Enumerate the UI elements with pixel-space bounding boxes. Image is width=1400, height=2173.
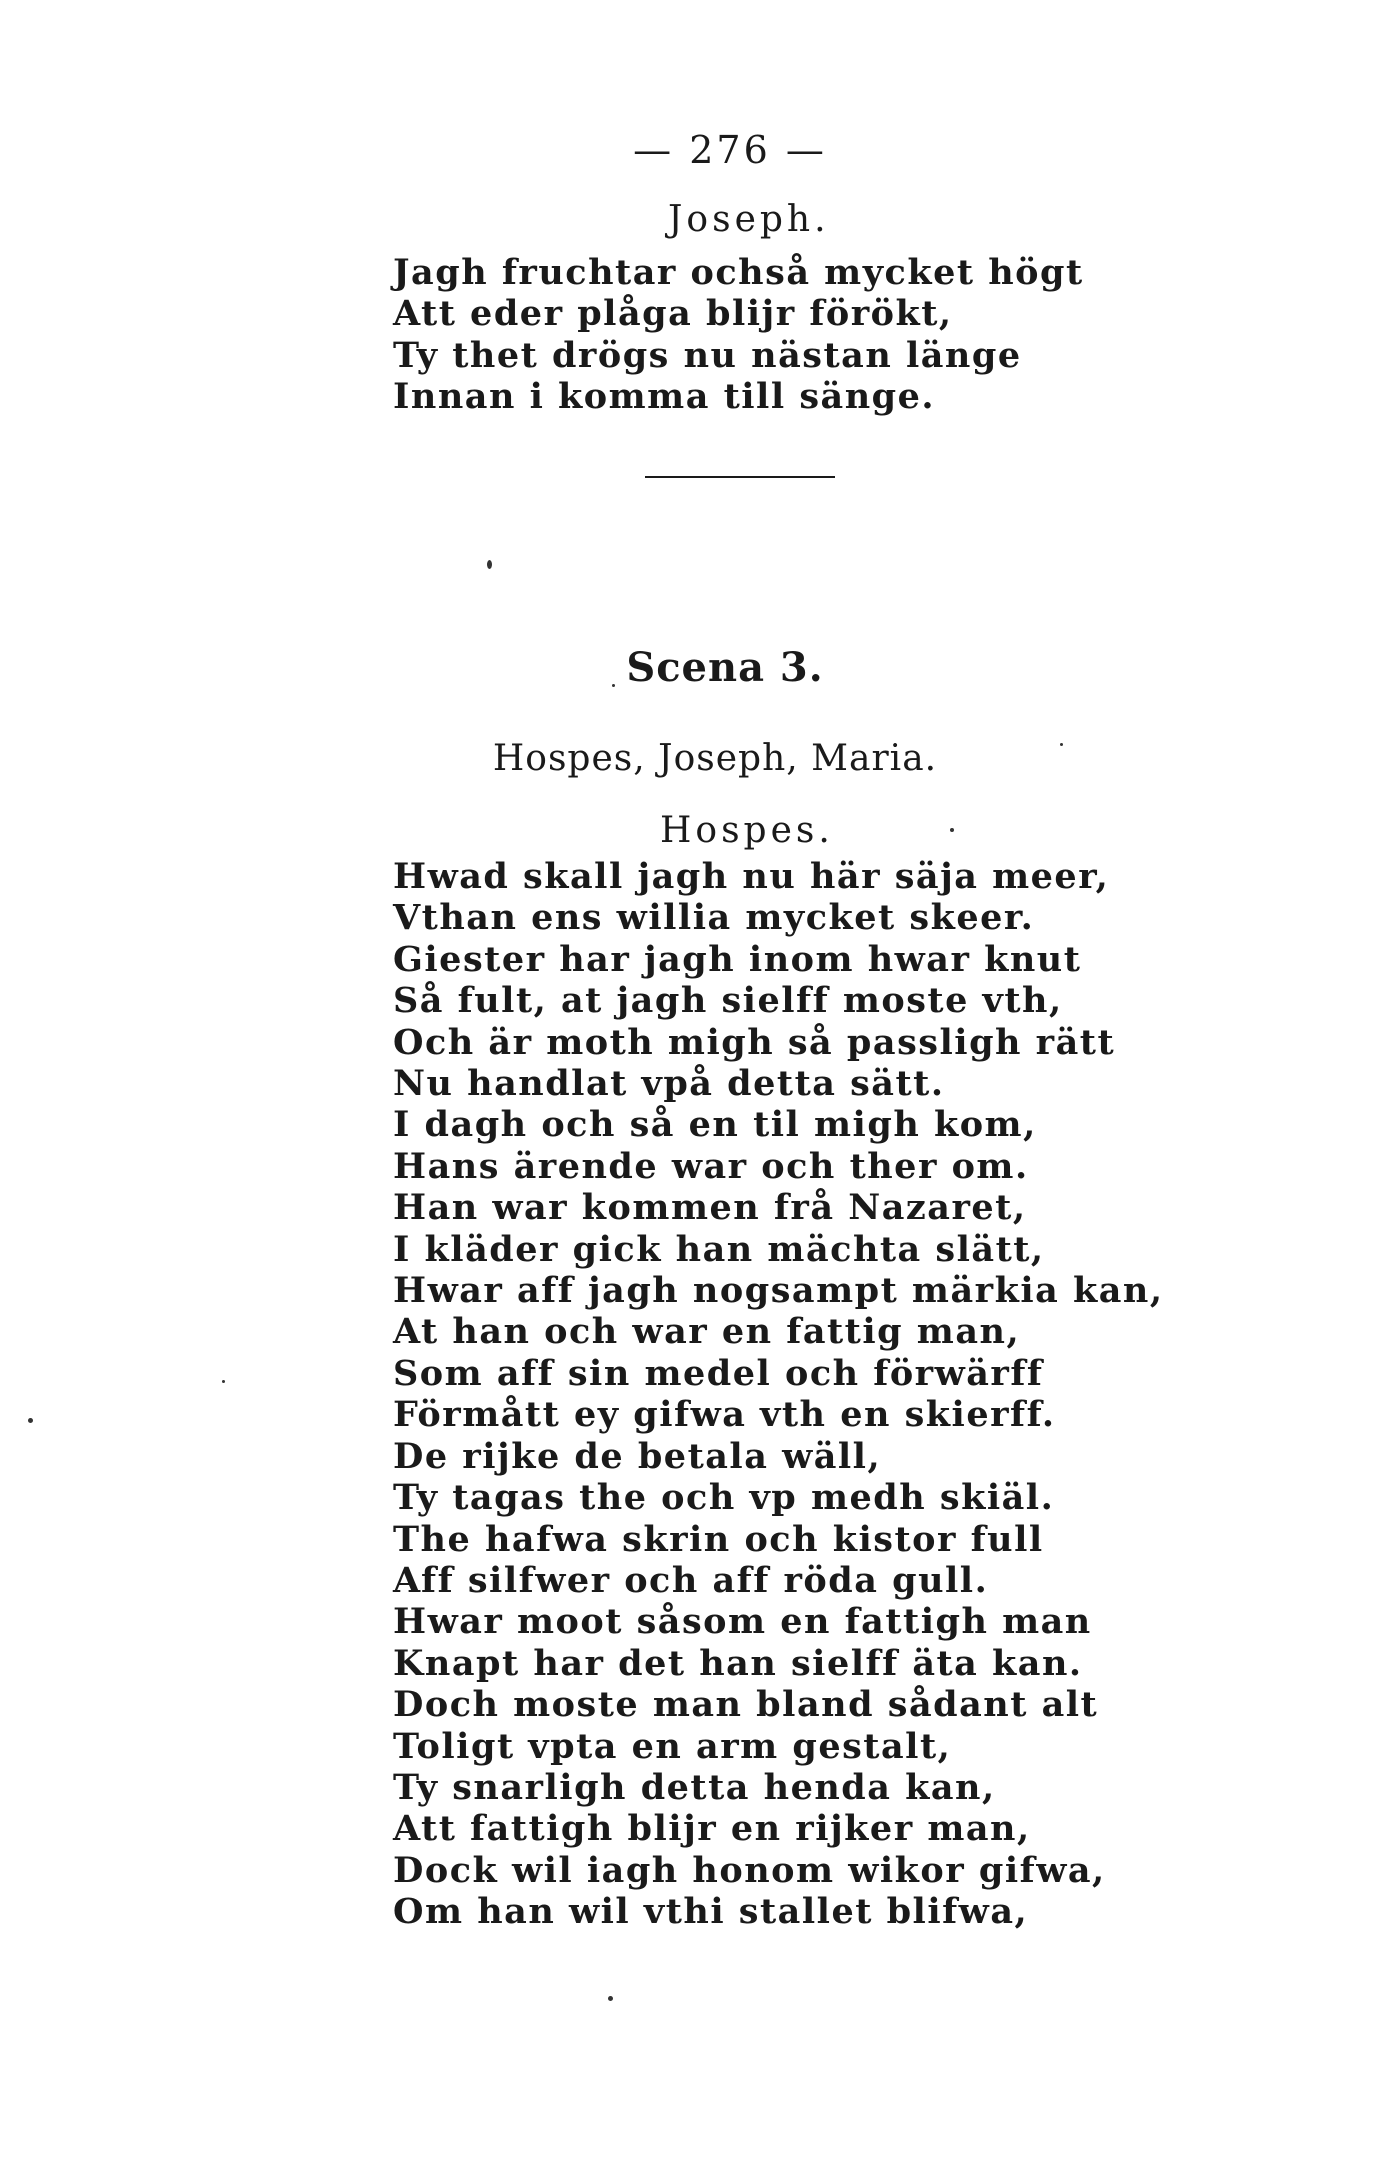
verse-line: Ty snarligh detta henda kan, bbox=[393, 1766, 996, 1808]
verse-line: Hwad skall jagh nu här säja meer, bbox=[393, 856, 1110, 897]
verse-line: Vthan ens willia mycket skeer. bbox=[393, 897, 1035, 939]
ink-speck bbox=[608, 1996, 613, 2001]
verse-line: Att fattigh blijr en rijker man, bbox=[393, 1808, 1031, 1850]
verse-line: Som aff sin medel och förwärff bbox=[393, 1352, 1044, 1394]
verse-line: Dock wil iagh honom wikor gifwa, bbox=[393, 1849, 1106, 1891]
verse-line: Jagh fruchtar ochså mycket högt bbox=[393, 252, 1084, 293]
verse-line: Ty thet drögs nu nästan länge bbox=[393, 334, 1022, 376]
verse-block-hospes bbox=[393, 856, 1164, 1933]
verse-line: Om han wil vthi stallet blifwa, bbox=[393, 1891, 1029, 1933]
verse-line: Hwar moot såsom en fattigh man bbox=[393, 1601, 1092, 1643]
ink-speck bbox=[487, 560, 492, 569]
cast-list: Hospes, Joseph, Maria. bbox=[492, 738, 938, 779]
verse-line: Så fult, at jagh sielff moste vth, bbox=[393, 980, 1063, 1022]
page-number: — 276 — bbox=[633, 128, 827, 172]
speaker-hospes: Hospes. bbox=[660, 810, 834, 851]
ink-speck bbox=[612, 684, 615, 687]
verse-line: Doch moste man bland sådant alt bbox=[393, 1684, 1099, 1726]
verse-line: Att eder plåga blijr förökt, bbox=[393, 293, 953, 335]
verse-block-joseph bbox=[393, 252, 1084, 418]
verse-line: Innan i komma till sänge. bbox=[393, 376, 936, 418]
verse-line: Förmått ey gifwa vth en skierff. bbox=[393, 1394, 1056, 1436]
ink-speck bbox=[222, 1380, 225, 1383]
verse-line: Knapt har det han sielff äta kan. bbox=[393, 1642, 1083, 1684]
ink-speck bbox=[950, 828, 954, 832]
verse-line: Hans ärende war och ther om. bbox=[393, 1145, 1029, 1187]
verse-line: Aff silfwer och aff röda gull. bbox=[393, 1559, 989, 1601]
verse-line: I dagh och så en til migh kom, bbox=[393, 1104, 1037, 1146]
verse-line: Giester har jagh inom hwar knut bbox=[393, 938, 1082, 980]
speaker-joseph: Joseph. bbox=[668, 199, 830, 240]
verse-line: Han war kommen frå Nazaret, bbox=[393, 1187, 1027, 1229]
verse-line: Toligt vpta en arm gestalt, bbox=[393, 1725, 952, 1767]
verse-line: Nu handlat vpå detta sätt. bbox=[393, 1063, 945, 1105]
verse-line: At han och war en fattig man, bbox=[393, 1311, 1021, 1353]
verse-line: The hafwa skrin och kistor full bbox=[393, 1518, 1044, 1560]
ink-speck bbox=[1060, 743, 1063, 746]
verse-line: I kläder gick han mächta slätt, bbox=[393, 1228, 1045, 1270]
verse-line: Hwar aff jagh nogsampt märkia kan, bbox=[393, 1270, 1164, 1312]
ink-speck bbox=[28, 1418, 33, 1423]
section-divider bbox=[645, 476, 835, 478]
verse-line: De rijke de betala wäll, bbox=[393, 1435, 882, 1477]
verse-line: Ty tagas the och vp medh skiäl. bbox=[393, 1477, 1055, 1519]
scene-title: Scena 3. bbox=[626, 644, 824, 691]
verse-line: Och är moth migh så passligh rätt bbox=[393, 1021, 1116, 1063]
